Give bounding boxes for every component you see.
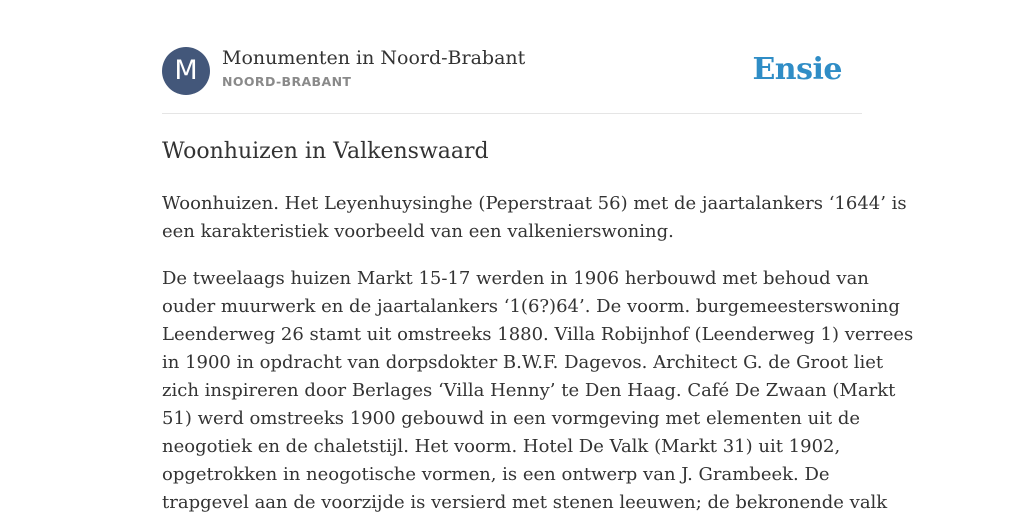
paragraph-line: zich inspireren door Berlages ‘Villa Henny’ te Den Haag. Café De Zwaan (Markt xyxy=(162,380,896,401)
paragraph-line: een karakteristiek voorbeeld van een valkenierswoning. xyxy=(162,221,674,242)
brand-logo[interactable]: Ensie xyxy=(752,52,842,87)
site-header xyxy=(162,46,862,96)
paragraph-line: ouder muurwerk en de jaartalankers ‘1(6?)64’. De voorm. burgemeesterswoning xyxy=(162,296,900,317)
site-title-link[interactable]: Monumenten in Noord-Brabant xyxy=(222,47,526,69)
paragraph-line: trapgevel aan de voorzijde is versierd met stenen leeuwen; de bekronende valk xyxy=(162,492,888,512)
article-paragraph xyxy=(162,265,914,512)
paragraph-line: neogotiek en de chaletstijl. Het voorm. Hotel De Valk (Markt 31) uit 1902, xyxy=(162,436,841,457)
article-title: Woonhuizen in Valkenswaard xyxy=(162,139,489,164)
article-paragraph xyxy=(162,190,907,246)
paragraph-line: 51) werd omstreeks 1900 gebouwd in een vormgeving met elementen uit de xyxy=(162,408,861,429)
paragraph-line: in 1900 in opdracht van dorpsdokter B.W.F. Dagevos. Architect G. de Groot liet xyxy=(162,352,884,373)
paragraph-line: De tweelaags huizen Markt 15-17 werden in 1906 herbouwd met behoud van xyxy=(162,268,869,289)
article-body xyxy=(162,190,914,512)
site-avatar[interactable]: M xyxy=(162,47,210,95)
paragraph-line: Leenderweg 26 stamt uit omstreeks 1880. Villa Robijnhof (Leenderweg 1) verrees xyxy=(162,324,914,345)
paragraph-line: opgetrokken in neogotische vormen, is een ontwerp van J. Grambeek. De xyxy=(162,464,830,485)
site-subtitle: NOORD-BRABANT xyxy=(222,74,352,89)
paragraph-line: Woonhuizen. Het Leyenhuysinghe (Peperstraat 56) met de jaartalankers ‘1644’ is xyxy=(162,193,907,214)
header-divider xyxy=(162,113,862,114)
